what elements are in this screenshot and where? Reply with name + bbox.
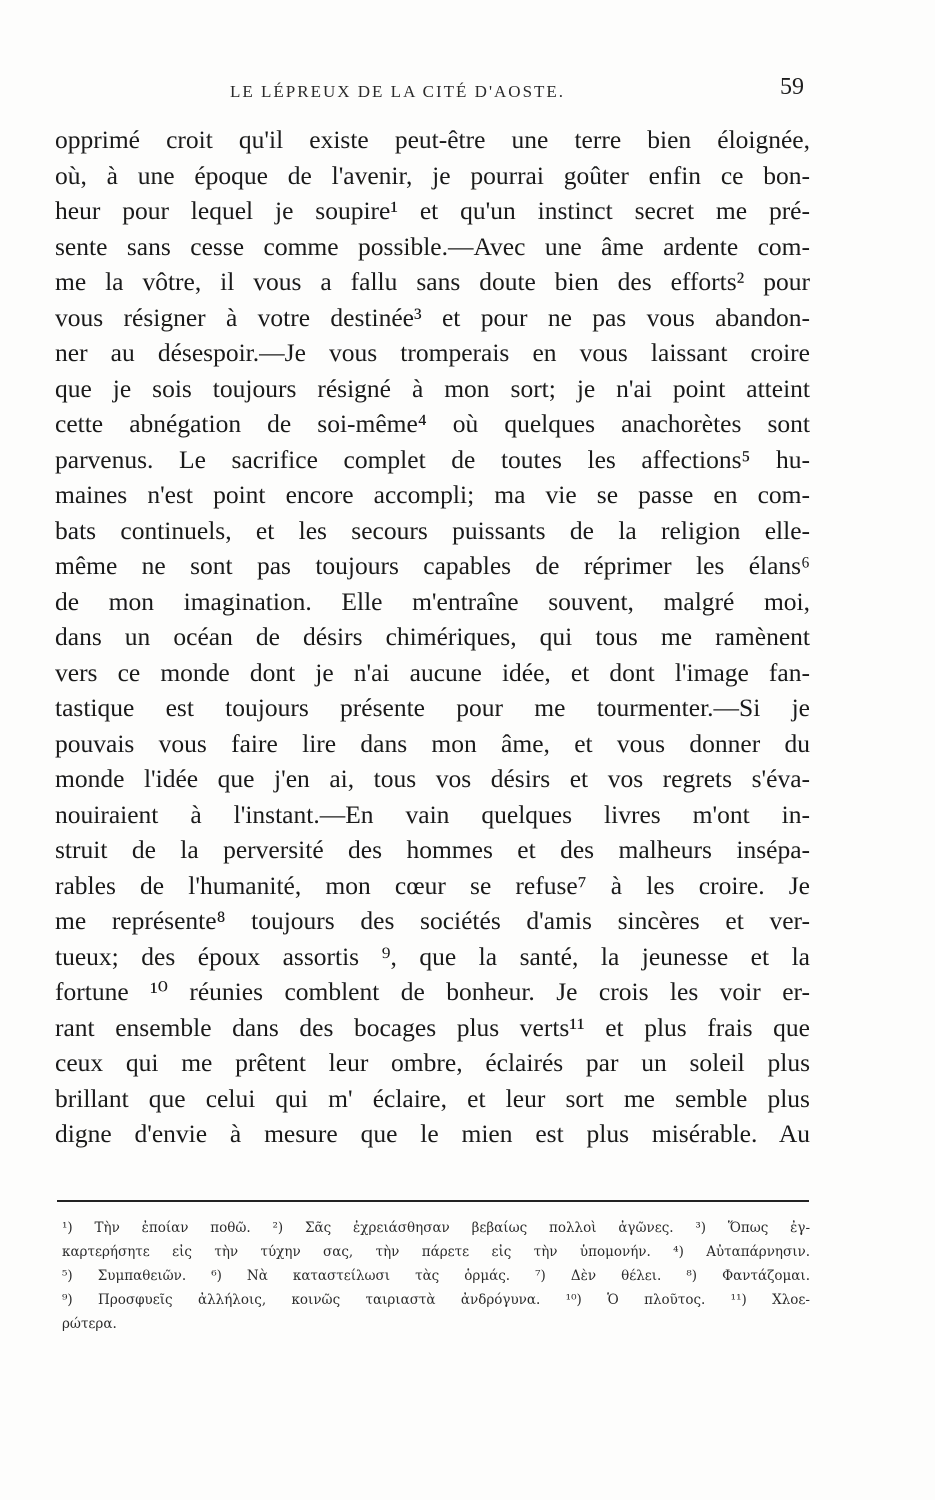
body-text	[55, 122, 810, 1152]
text-line: opprimé croit qu'il existe peut-être une terre bien éloignée,	[55, 125, 810, 154]
text-line: nouiraient à l'instant.—En vain quelques livres m'ont in-	[55, 799, 810, 829]
text-line: que je sois toujours résigné à mon sort; je n'ai point atteint	[55, 373, 810, 403]
text-line: brillant que celui qui m' éclaire, et leur sort me semble plus	[55, 1083, 810, 1113]
footnote-line: ⁹) Προσφυεῖς ἀλλήλοις, κοινῶς ταιριαστὰ ἀνδρόγυνα. ¹⁰) Ὁ πλοῦτος. ¹¹) Χλοε-	[62, 1292, 810, 1308]
running-head-title: LE LÉPREUX DE LA CITÉ D'AOSTE.	[230, 82, 566, 101]
text-line: dans un océan de désirs chimériques, qui tous me ramènent	[55, 622, 810, 651]
text-line: rables de l'humanité, mon cœur se refuse⁷ à les croire. Je	[55, 870, 810, 900]
text-line: tastique est toujours présente pour me tourmenter.—Si je	[55, 693, 810, 722]
text-line: même ne sont pas toujours capables de réprimer les élans⁶	[55, 551, 810, 580]
text-line: me la vôtre, il vous a fallu sans doute bien des efforts² pour	[55, 267, 810, 296]
text-line: rant ensemble dans des bocages plus verts¹¹ et plus frais que	[55, 1012, 810, 1042]
text-line: heur pour lequel je soupire¹ et qu'un instinct secret me pré-	[55, 196, 810, 225]
text-line: vous résigner à votre destinée³ et pour ne pas vous abandon-	[55, 302, 810, 332]
text-line: sente sans cesse comme possible.—Avec une âme ardente com-	[55, 231, 810, 261]
footnote-line: ρώτερα.	[62, 1316, 117, 1332]
footnotes	[62, 1216, 810, 1336]
footnote-line: καρτερήσητε εἰς τὴν τύχην σας, τὴν πάρετε εἰς τὴν ὑπομονήν. ⁴) Αὐταπάρνησιν.	[62, 1244, 810, 1260]
text-line: vers ce monde dont je n'ai aucune idée, et dont l'image fan-	[55, 657, 810, 687]
text-line: de mon imagination. Elle m'entraîne souvent, malgré moi,	[55, 586, 810, 616]
text-line: digne d'envie à mesure que le mien est plus misérable. Au	[55, 1119, 810, 1148]
text-line: parvenus. Le sacrifice complet de toutes les affections⁵ hu-	[55, 444, 810, 474]
text-line: monde l'idée que j'en ai, tous vos désirs et vos regrets s'éva-	[55, 764, 810, 793]
footnote-divider	[57, 1200, 809, 1202]
text-line: tueux; des époux assortis ⁹, que la santé, la jeunesse et la	[55, 941, 810, 971]
text-line: bats continuels, et les secours puissants de la religion elle-	[55, 515, 810, 545]
text-line: où, à une époque de l'avenir, je pourrai goûter enfin ce bon-	[55, 160, 810, 190]
footnote-line: ⁵) Συμπαθειῶν. ⁶) Νὰ καταστείλωσι τὰς ὁρμάς. ⁷) Δὲν θέλει. ⁸) Φαντάζομαι.	[62, 1268, 810, 1284]
page-number: 59	[780, 74, 804, 100]
text-line: me représente⁸ toujours des sociétés d'amis sincères et ver-	[55, 906, 810, 935]
text-line: pouvais vous faire lire dans mon âme, et vous donner du	[55, 728, 810, 758]
text-line: cette abnégation de soi-même⁴ où quelques anachorètes sont	[55, 409, 810, 438]
text-line: struit de la perversité des hommes et des malheurs insépa-	[55, 835, 810, 864]
text-line: maines n'est point encore accompli; ma vie se passe en com-	[55, 480, 810, 509]
footnote-line: ¹) Τὴν ἐποίαν ποθῶ. ²) Σᾶς ἐχρειάσθησαν βεβαίως πολλοὶ ἀγῶνες. ³) Ὅπως ἐγ-	[62, 1220, 810, 1236]
text-line: fortune ¹⁰ réunies comblent de bonheur. Je crois les voir er-	[55, 977, 810, 1006]
text-line: ceux qui me prêtent leur ombre, éclairés par un soleil plus	[55, 1048, 810, 1077]
text-line: ner au désespoir.—Je vous tromperais en vous laissant croire	[55, 338, 810, 367]
